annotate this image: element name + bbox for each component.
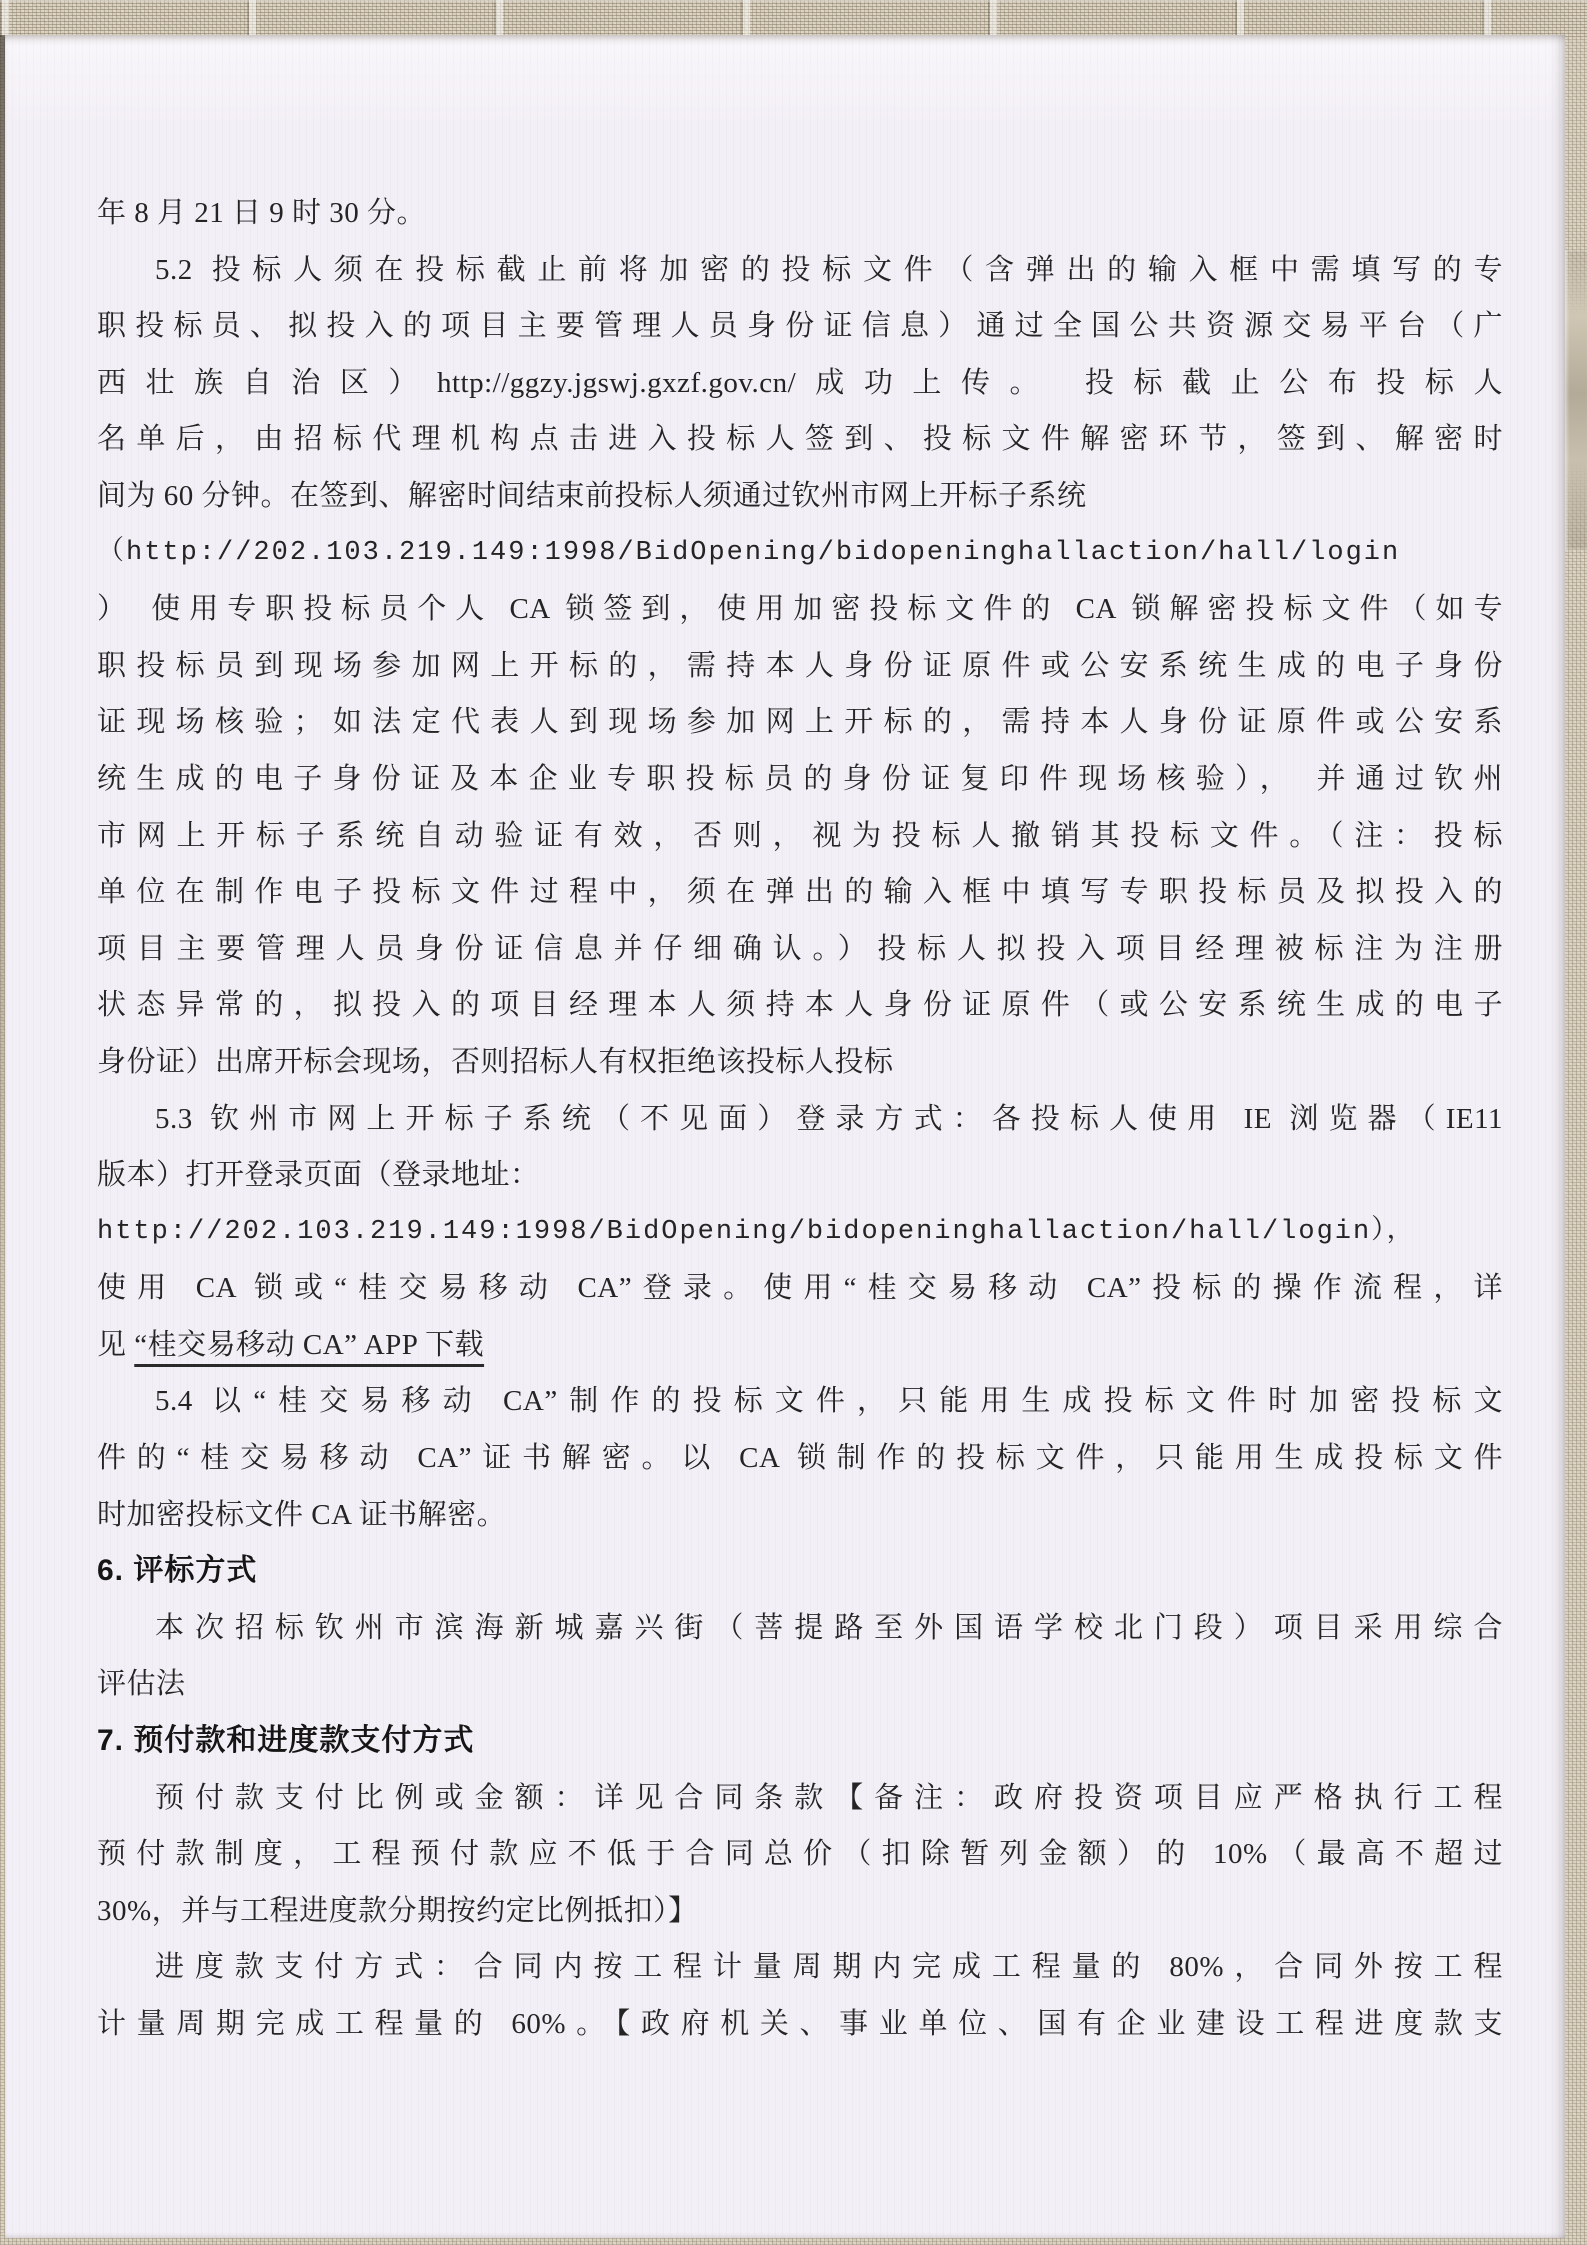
text-line: [97, 751, 1503, 808]
scanned-page: [5, 35, 1565, 2238]
underlined-link-text: “桂交易移动 CA” APP 下载: [134, 1328, 485, 1361]
heading-line: [97, 1713, 1503, 1770]
document-text: [97, 185, 1503, 2053]
text-run: 职投标员、拟投入的项目主要管理人员身份证信息）通过全国公共资源交易平台（广: [97, 310, 1503, 343]
text-run: 年 8 月 21 日 9 时 30 分。: [97, 197, 427, 229]
text-run: 进度款支付方式：合同内按工程计量周期内完成工程量的 80%，合同外按工程: [155, 1951, 1503, 1984]
text-run: 5.4 以“桂交易移动 CA”制作的投标文件，只能用生成投标文件时加密投标文: [155, 1385, 1503, 1418]
scan-edge-top: [0, 0, 1587, 37]
scan-edge-shine: [1565, 250, 1587, 550]
text-line: [97, 638, 1503, 695]
text-run: 身份证）出席开标会现场，否则招标人有权拒绝该投标人投标: [97, 1045, 894, 1078]
text-run: 名单后，由招标代理机构点击进入投标人签到、投标文件解密环节，签到、解密时: [97, 423, 1503, 456]
text-line: [97, 977, 1503, 1034]
text-line: [97, 864, 1503, 921]
text-run: 西壮族自治区）http://ggzy.jgswj.gxzf.gov.cn/成功上传。 投标截止公布投标人: [97, 366, 1503, 399]
text-run: 版本）打开登录页面（登录地址：: [97, 1159, 540, 1192]
text-line: [97, 921, 1503, 978]
text-line: [97, 468, 1503, 525]
text-line: [97, 1826, 1503, 1883]
text-line: [97, 1430, 1503, 1487]
text-line: [97, 694, 1503, 751]
text-line: [97, 808, 1503, 865]
text-run: 预付款支付比例或金额：详见合同条款【备注：政府投资项目应严格执行工程: [155, 1781, 1503, 1814]
text-line: [97, 1600, 1503, 1657]
text-run: 见: [97, 1328, 135, 1361]
text-line: [97, 1770, 1503, 1827]
text-run: 统生成的电子身份证及本企业专职投标员的身份证复印件现场核验）， 并通过钦州: [97, 762, 1503, 795]
text-run: 状态异常的，拟投入的项目经理本人须持本人身份证原件（或公安系统生成的电子: [97, 989, 1503, 1022]
text-run: 间为 60 分钟。在签到、解密时间结束前投标人须通过钦州市网上开标子系统: [97, 479, 1087, 512]
text-run: ） 使用专职投标员个人 CA 锁签到，使用加密投标文件的 CA 锁解密投标文件（如专: [97, 593, 1503, 626]
text-run: 7. 预付款和进度款支付方式: [97, 1724, 475, 1758]
text-run: 市网上开标子系统自动验证有效，否则，视为投标人撤销其投标文件。（注：投标: [97, 819, 1503, 852]
text-run: （http://202.103.219.149:1998/BidOpening/bidopeninghallaction/hall/login: [97, 537, 1401, 568]
text-run: 6. 评标方式: [97, 1554, 258, 1588]
text-run: 职投标员到现场参加网上开标的，需持本人身份证原件或公安系统生成的电子身份: [97, 649, 1503, 682]
text-line: [97, 1996, 1503, 2053]
text-run: 时加密投标文件 CA 证书解密。: [97, 1498, 507, 1531]
text-line: [97, 1883, 1503, 1940]
text-run: 30%，并与工程进度款分期按约定比例抵扣）】: [97, 1894, 698, 1927]
text-run: 本次招标钦州市滨海新城嘉兴街（菩提路至外国语学校北门段）项目采用综合: [155, 1611, 1503, 1644]
text-run: 单位在制作电子投标文件过程中，须在弹出的输入框中填写专职投标员及拟投入的: [97, 876, 1503, 909]
text-line: [97, 1260, 1503, 1317]
text-line: [97, 1656, 1503, 1713]
text-line: [97, 185, 1503, 242]
text-line: [97, 1091, 1503, 1148]
text-line: [97, 581, 1503, 638]
scan-edge-right: [1565, 35, 1587, 2245]
text-line: [97, 1487, 1503, 1544]
text-line: [97, 242, 1503, 299]
heading-line: [97, 1543, 1503, 1600]
text-run: 评估法: [97, 1668, 186, 1701]
text-run: 证现场核验；如法定代表人到现场参加网上开标的，需持本人身份证原件或公安系: [97, 706, 1503, 739]
text-run: 使用 CA 锁或“桂交易移动 CA”登录。使用“桂交易移动 CA”投标的操作流程，详: [97, 1272, 1503, 1305]
text-line: [97, 525, 1503, 582]
text-line: [97, 355, 1503, 412]
text-run: 件的“桂交易移动 CA”证书解密。以 CA 锁制作的投标文件，只能用生成投标文件: [97, 1442, 1503, 1475]
text-run: 预付款制度，工程预付款应不低于合同总价（扣除暂列金额）的 10%（最高不超过: [97, 1838, 1503, 1871]
text-line: [97, 1147, 1503, 1204]
text-run: 5.2 投标人须在投标截止前将加密的投标文件（含弹出的输入框中需填写的专: [155, 253, 1503, 286]
text-line: [97, 1034, 1503, 1091]
text-run: 5.3 钦州市网上开标子系统（不见面）登录方式：各投标人使用 IE 浏览器（IE11: [155, 1102, 1503, 1135]
text-line: [97, 411, 1503, 468]
text-run: 计量周期完成工程量的 60%。【政府机关、事业单位、国有企业建设工程进度款支: [97, 2008, 1503, 2040]
text-line: [97, 1204, 1503, 1261]
text-run: 项目主要管理人员身份证信息并仔细确认。）投标人拟投入项目经理被标注为注册: [97, 932, 1503, 965]
text-line: [97, 1373, 1503, 1430]
text-line: [97, 1939, 1503, 1996]
text-line: [97, 298, 1503, 355]
text-line: [97, 1317, 1503, 1374]
text-run: http://202.103.219.149:1998/BidOpening/bidopeninghallaction/hall/login），: [97, 1216, 1416, 1247]
